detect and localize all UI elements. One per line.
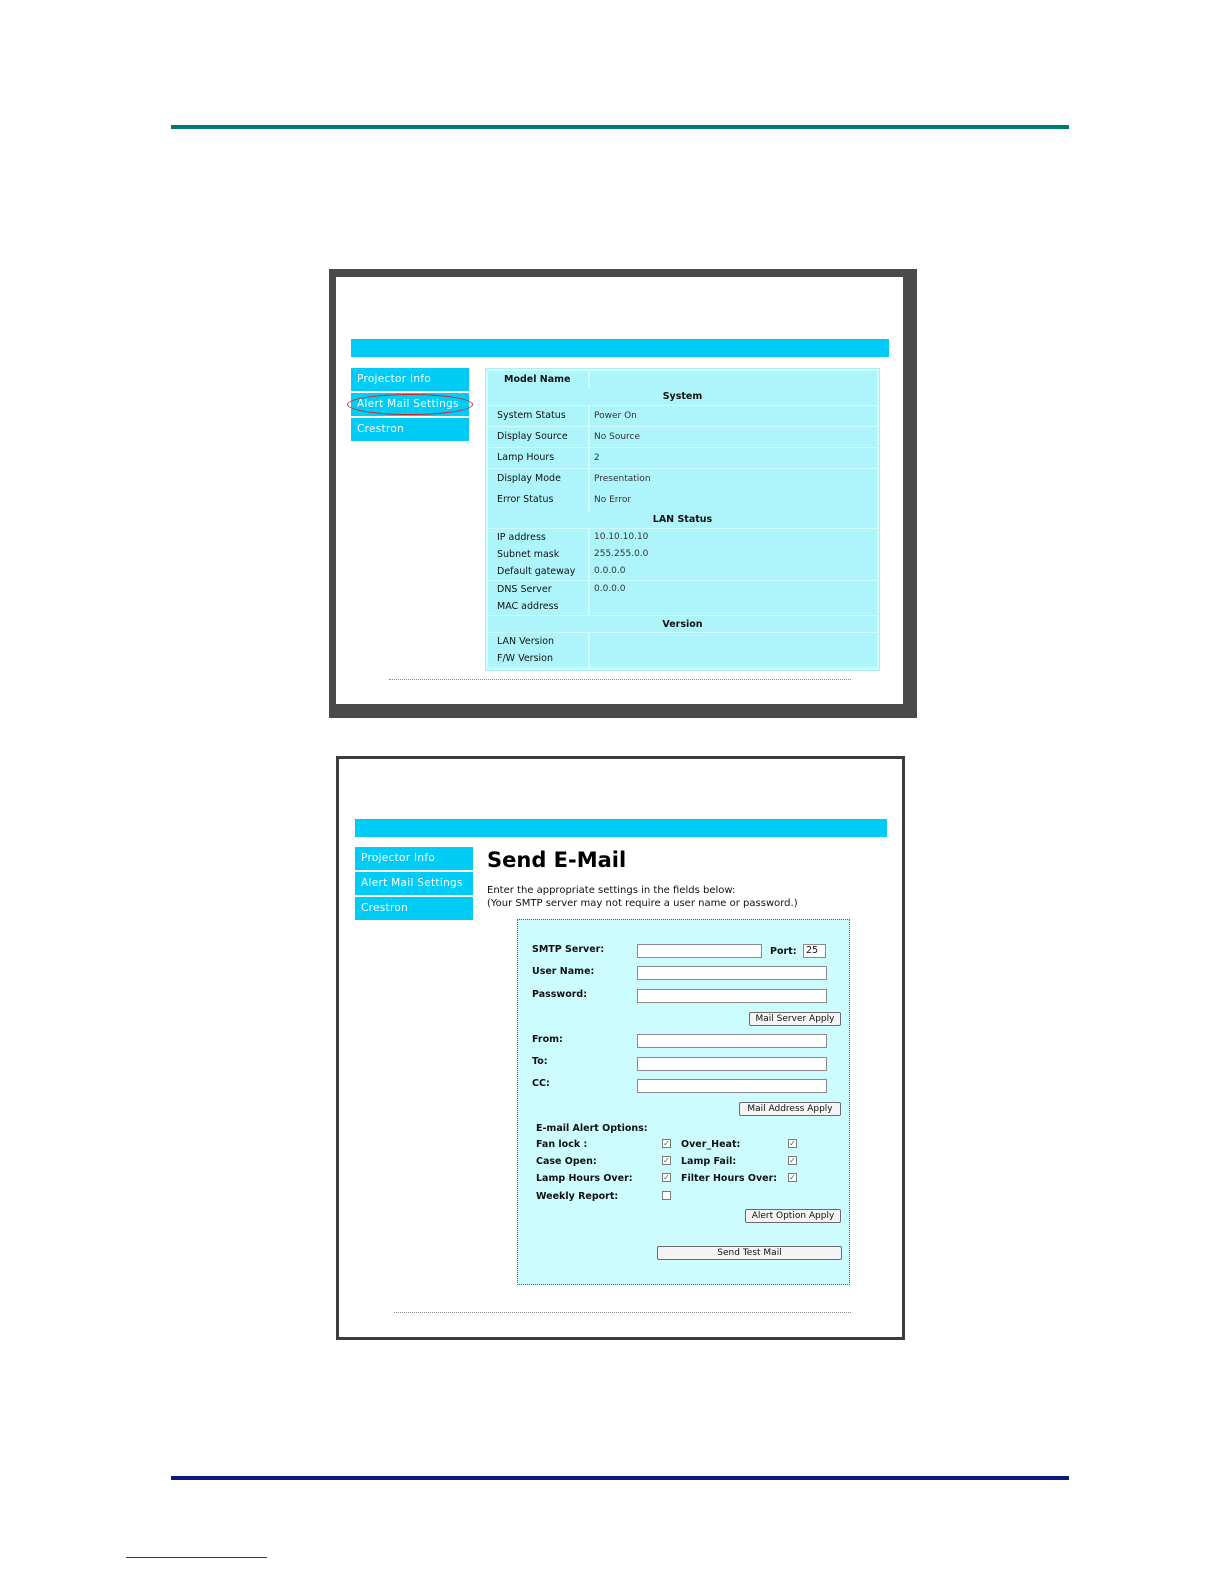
cc-input[interactable] [637,1079,827,1093]
sidebar-nav [351,368,469,443]
page-title: Send E-Mail [487,848,627,872]
nav-projector-info[interactable]: Projector Info [355,847,473,870]
row-label: Display Source [488,427,588,448]
row-value: 0.0.0.0 [590,563,877,580]
table-row [488,469,877,490]
from-label: From: [532,1034,563,1045]
table-row [488,371,877,388]
lamp-hours-over-label: Lamp Hours Over: [536,1173,633,1184]
projector-info-screenshot [329,269,917,718]
row-label: DNS Server [488,581,588,598]
row-label: Subnet mask [488,546,588,563]
password-label: Password: [532,989,588,1000]
nav-projector-info[interactable]: Projector Info [351,368,469,391]
row-value [590,650,877,667]
footer-rule [171,1476,1069,1480]
table-row [488,490,877,511]
mail-address-apply-button[interactable]: Mail Address Apply [739,1102,841,1116]
row-value: 0.0.0.0 [590,581,877,598]
table-row [488,598,877,615]
section-row [488,511,877,528]
row-value: No Error [590,490,877,511]
fan-lock-label: Fan lock : [536,1139,588,1150]
row-label: Error Status [488,490,588,511]
email-settings-panel [517,919,850,1285]
weekly-report-label: Weekly Report: [536,1191,619,1202]
row-label: System Status [488,406,588,427]
to-input[interactable] [637,1057,827,1071]
table-row [488,546,877,563]
header-rule [171,125,1069,129]
header-banner [355,819,887,837]
intro-line-1: Enter the appropriate settings in the fields below: [487,885,736,896]
user-name-label: User Name: [532,966,595,977]
row-label: LAN Version [488,633,588,650]
row-label: MAC address [488,598,588,615]
alert-option-apply-button[interactable]: Alert Option Apply [745,1209,841,1223]
intro-line-2: (Your SMTP server may not require a user name or password.) [487,898,798,909]
send-test-mail-button[interactable]: Send Test Mail [657,1246,842,1260]
section-row [488,388,877,405]
table-row [488,633,877,650]
model-name-value [590,371,877,388]
case-open-checkbox[interactable]: ✓ [663,1156,670,1165]
table-row [488,406,877,427]
from-input[interactable] [637,1034,827,1048]
lamp-hours-over-checkbox[interactable]: ✓ [663,1173,670,1182]
row-value: Presentation [590,469,877,490]
cc-label: CC: [532,1078,550,1089]
to-label: To: [532,1056,548,1067]
header-banner [351,339,889,357]
table-row [488,448,877,469]
highlight-circle [347,394,473,415]
nav-alert-mail-settings[interactable]: Alert Mail Settings [351,393,469,416]
row-value: Power On [590,406,877,427]
lamp-fail-label: Lamp Fail: [681,1156,737,1167]
row-label: F/W Version [488,650,588,667]
projector-info-table [485,368,880,671]
filter-hours-over-checkbox[interactable]: ✓ [789,1173,796,1182]
mail-server-apply-button[interactable]: Mail Server Apply [749,1012,841,1026]
footer-divider [389,679,851,680]
fan-lock-checkbox[interactable]: ✓ [663,1139,670,1148]
nav-crestron[interactable]: Crestron [351,418,469,441]
row-label: IP address [488,529,588,546]
port-input[interactable]: 25 [803,944,826,958]
row-value [590,633,877,650]
lamp-fail-checkbox[interactable]: ✓ [789,1156,796,1165]
weekly-report-checkbox[interactable] [662,1191,671,1200]
send-email-screenshot [336,756,905,1340]
over-heat-label: Over_Heat: [681,1139,741,1150]
footnote-line [126,1557,267,1558]
table-row [488,581,877,598]
password-input[interactable] [637,989,827,1003]
smtp-server-label: SMTP Server: [532,944,605,955]
filter-hours-over-label: Filter Hours Over: [681,1173,778,1184]
alert-options-label: E-mail Alert Options: [536,1123,648,1134]
row-label: Lamp Hours [488,448,588,469]
section-lan-status: LAN Status [488,511,877,528]
nav-crestron[interactable]: Crestron [355,897,473,920]
row-value [590,598,877,615]
table-row [488,563,877,580]
model-name-label: Model Name [488,371,588,388]
table-row [488,650,877,667]
row-value: 255.255.0.0 [590,546,877,563]
row-value: No Source [590,427,877,448]
sidebar-nav [355,847,473,922]
section-version: Version [488,616,877,633]
footer-divider [394,1312,851,1313]
port-label: Port: [770,946,797,957]
case-open-label: Case Open: [536,1156,597,1167]
row-value: 2 [590,448,877,469]
section-row [488,616,877,633]
over-heat-checkbox[interactable]: ✓ [789,1139,796,1148]
user-name-input[interactable] [637,966,827,980]
row-label: Default gateway [488,563,588,580]
nav-alert-mail-settings[interactable]: Alert Mail Settings [355,872,473,895]
smtp-server-input[interactable] [637,944,762,958]
section-system: System [488,388,877,405]
row-value: 10.10.10.10 [590,529,877,546]
table-row [488,529,877,546]
table-row [488,427,877,448]
intro-text [487,884,798,910]
row-label: Display Mode [488,469,588,490]
